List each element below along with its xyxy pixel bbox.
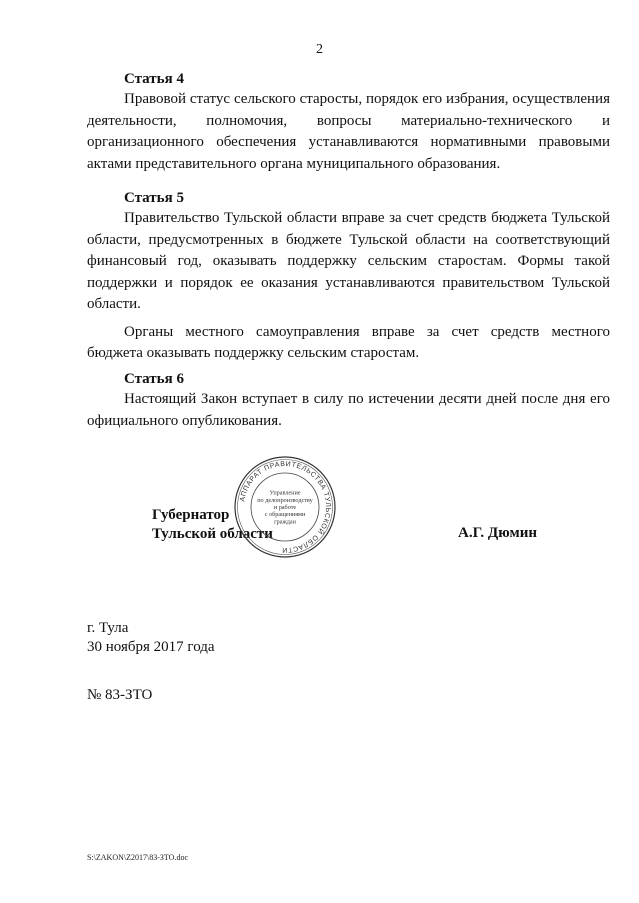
seal-center-line: граждан [274,518,296,526]
svg-text:АППАРАТ ПРАВИТЕЛЬСТВА ТУЛЬСКОЙ: АППАРАТ ПРАВИТЕЛЬСТВА ТУЛЬСКОЙ ОБЛАСТИ [239,460,332,554]
seal-center-line: по делопроизводству [257,496,313,504]
article-5 [87,188,610,365]
place: г. Тула [87,620,129,636]
article-paragraph: Органы местного самоуправления вправе за счет средств местного бюджета оказывать поддержку сельским старостам. [87,323,610,361]
article-title: Статья 4 [124,71,184,87]
article-paragraph: Настоящий Закон вступает в силу по истечении десяти дней после дня его официального опубликования. [87,391,610,429]
article-paragraph: Правовой статус сельского старосты, порядок его избрания, осуществления деятельности, полномочия, вопросы материально-технического и организационного обеспечения устанавливаются нормативными правовыми актами представительного органа муниципального образования. [87,91,610,172]
article-title: Статья 6 [124,371,184,387]
document-number: № 83-ЗТО [87,687,153,703]
date: 30 ноября 2017 года [87,639,215,655]
signatory-name: А.Г. Дюмин [458,525,538,541]
signatory-position-line: Тульской области [152,526,273,542]
signatory-position-line: Губернатор [152,507,230,523]
official-seal [233,455,337,559]
article-paragraph: Правительство Тульской области вправе за счет средств бюджета Тульской области, предусмотренных в бюджете Тульской области на соответствующий финансовый год, оказывать поддержку сельским старостам. Формы такой поддержки и порядок ее оказания устанавливаются правительством Тульской области. [87,210,610,312]
article-title: Статья 5 [124,190,184,206]
file-path: S:\ZAKON\Z2017\83-ЗТО.doc [87,853,189,862]
page-number: 2 [316,42,323,57]
seal-center-line: и работе [273,504,297,511]
article-6 [87,369,610,432]
article-4 [87,69,610,175]
seal-center-line: с обращениями [264,511,306,519]
seal-center-line: Управление [269,489,301,497]
place-and-date [87,619,215,657]
